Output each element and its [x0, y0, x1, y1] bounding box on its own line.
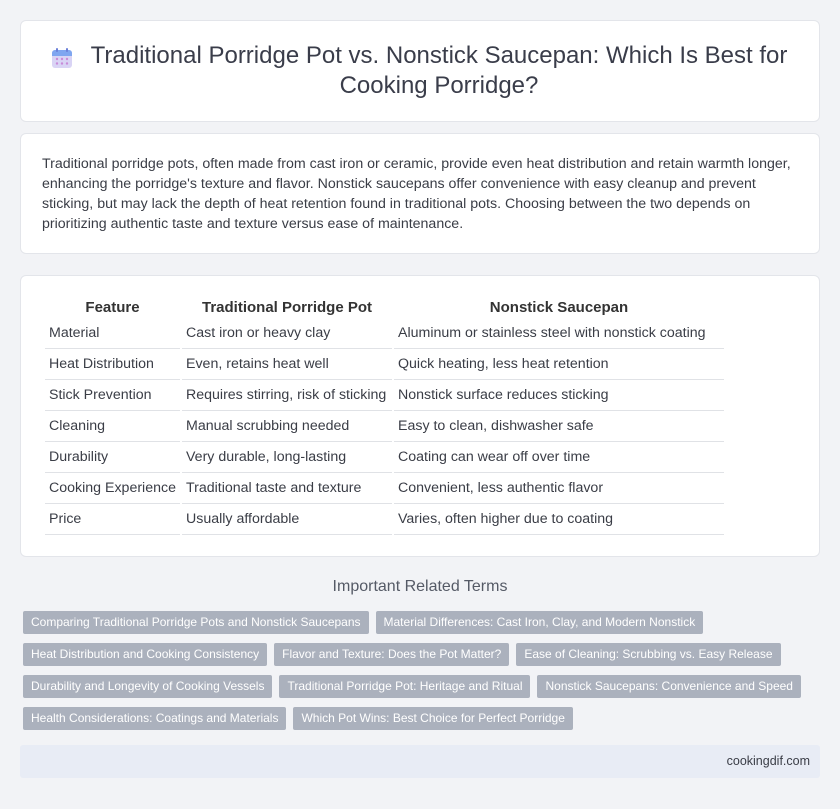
term-tag[interactable]: Health Considerations: Coatings and Materials [23, 707, 286, 730]
table-cell: Very durable, long-lasting [182, 442, 392, 473]
table-cell: Heat Distribution [45, 349, 180, 380]
table-cell: Varies, often higher due to coating [394, 504, 724, 535]
title-card [20, 20, 820, 122]
table-row [45, 318, 724, 349]
related-terms [23, 611, 823, 739]
term-tag[interactable]: Nonstick Saucepans: Convenience and Speed [537, 675, 801, 698]
table-cell: Durability [45, 442, 180, 473]
table-cell: Convenient, less authentic flavor [394, 473, 724, 504]
term-tag[interactable]: Flavor and Texture: Does the Pot Matter? [274, 643, 509, 666]
comparison-table [43, 296, 726, 535]
table-cell: Stick Prevention [45, 380, 180, 411]
term-tag[interactable]: Which Pot Wins: Best Choice for Perfect Porridge [293, 707, 572, 730]
title-wrap [51, 41, 789, 101]
tag-row [23, 675, 823, 698]
related-terms-heading: Important Related Terms [332, 578, 508, 595]
table-cell: Cast iron or heavy clay [182, 318, 392, 349]
comparison-card [20, 275, 820, 557]
table-cell: Aluminum or stainless steel with nonstick coating [394, 318, 724, 349]
table-row [45, 442, 724, 473]
tag-row [23, 707, 823, 730]
table-row [45, 411, 724, 442]
table-cell: Usually affordable [182, 504, 392, 535]
footer [20, 745, 820, 778]
term-tag[interactable]: Comparing Traditional Porridge Pots and Nonstick Saucepans [23, 611, 369, 634]
table-cell: Requires stirring, risk of sticking [182, 380, 392, 411]
table-cell: Material [45, 318, 180, 349]
table-cell: Easy to clean, dishwasher safe [394, 411, 724, 442]
table-header-row [45, 296, 724, 318]
term-tag[interactable]: Traditional Porridge Pot: Heritage and Ritual [279, 675, 530, 698]
tag-row [23, 643, 823, 666]
table-cell: Coating can wear off over time [394, 442, 724, 473]
term-tag[interactable]: Material Differences: Cast Iron, Clay, and Modern Nonstick [376, 611, 704, 634]
table-row [45, 349, 724, 380]
table-row [45, 473, 724, 504]
table-cell: Cooking Experience [45, 473, 180, 504]
tag-row [23, 611, 823, 634]
table-cell: Nonstick surface reduces sticking [394, 380, 724, 411]
intro-text: Traditional porridge pots, often made from cast iron or ceramic, provide even heat distribution and retain warmth longer, enhancing the porridge's texture and flavor. Nonstick saucepans offer convenience with easy cleanup and prevent sticking, but may lack the depth of heat retention found in traditional pots. Choosing between the two depends on prioritizing authentic taste and texture versus ease of maintenance. [42, 156, 791, 232]
table-cell: Cleaning [45, 411, 180, 442]
header-nonstick: Nonstick Saucepan [489, 298, 629, 316]
table-cell: Quick heating, less heat retention [394, 349, 724, 380]
table-cell: Even, retains heat well [182, 349, 392, 380]
table-cell: Price [45, 504, 180, 535]
header-feature: Feature [85, 298, 140, 316]
term-tag[interactable]: Heat Distribution and Cooking Consistency [23, 643, 267, 666]
table-row [45, 380, 724, 411]
term-tag[interactable]: Ease of Cleaning: Scrubbing vs. Easy Release [516, 643, 780, 666]
intro-card [20, 133, 820, 254]
table-cell: Traditional taste and texture [182, 473, 392, 504]
calendar-icon [51, 47, 73, 69]
page-title: Traditional Porridge Pot vs. Nonstick Saucepan: Which Is Best for Cooking Porridge? [90, 42, 788, 99]
table-cell: Manual scrubbing needed [182, 411, 392, 442]
table-row [45, 504, 724, 535]
footer-site[interactable]: cookingdif.com [726, 754, 810, 768]
header-traditional: Traditional Porridge Pot [201, 298, 373, 316]
term-tag[interactable]: Durability and Longevity of Cooking Vessels [23, 675, 272, 698]
